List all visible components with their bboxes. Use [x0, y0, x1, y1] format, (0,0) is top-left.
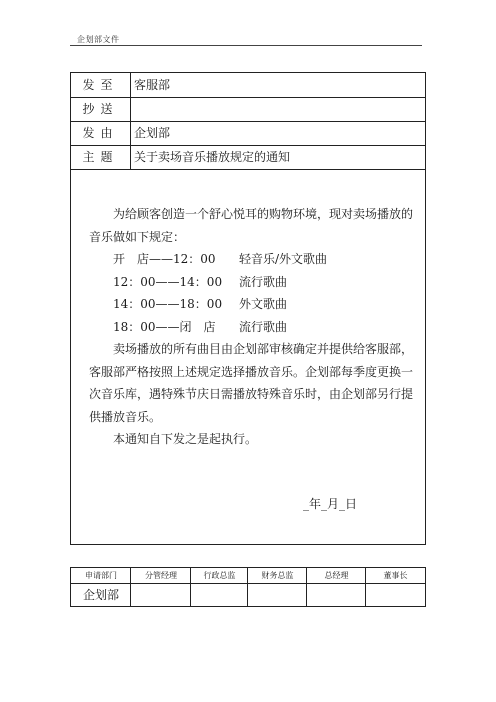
schedule-music: 外文歌曲	[239, 297, 288, 311]
approval-header-cell: 分管经理	[145, 571, 177, 580]
meta-value: 企划部	[134, 126, 171, 140]
meta-label: 发至	[71, 73, 131, 97]
schedule-music: 流行歌曲	[239, 274, 288, 289]
meta-value: 客服部	[134, 78, 171, 92]
approval-value-cell	[366, 583, 425, 607]
meta-value: 关于卖场音乐播放规定的通知	[134, 150, 291, 164]
approval-header-cell: 申请部门	[85, 571, 117, 580]
column-divider	[306, 568, 307, 606]
approval-value-cell	[191, 583, 248, 607]
approval-header-cell: 行政总监	[203, 571, 236, 580]
approval-value-cell	[307, 583, 366, 607]
approval-value-cell: 企划部	[82, 588, 119, 602]
approval-table	[70, 567, 426, 607]
schedule-item	[89, 248, 415, 271]
intro-paragraph: 为给顾客创造一个舒心悦耳的购物环境，现对卖场播放的音乐做如下规定：	[89, 207, 414, 244]
approval-value-row	[71, 583, 425, 607]
meta-row-subject	[71, 145, 425, 170]
meta-row-recipient	[71, 73, 425, 98]
memo-table	[70, 72, 426, 545]
schedule-music: 轻音乐/外文歌曲	[239, 252, 328, 266]
approval-header-cell: 董事长	[383, 571, 408, 580]
column-divider	[365, 568, 366, 606]
schedule-time: 12：00——14：00	[113, 274, 223, 289]
meta-label: 主题	[71, 145, 131, 169]
approval-value-cell	[131, 583, 191, 607]
memo-body	[89, 203, 415, 451]
schedule-music: 流行歌曲	[239, 319, 288, 334]
approval-value-cell	[248, 583, 307, 607]
meta-row-sender	[71, 121, 425, 146]
schedule-item	[89, 271, 415, 294]
meta-label: 发由	[71, 121, 131, 145]
date-line: _年_月_日	[303, 497, 358, 511]
page-header-title: 企划部文件	[77, 35, 120, 44]
body-paragraph: 卖场播放的所有曲目由企划部审核确定并提供给客服部，客服部严格按照上述规定选择播放音乐。企划部每季度更换一次音乐库，遇特殊节庆日需播放特殊音乐时，由企划部另行提供播放音乐。	[89, 342, 414, 424]
column-divider	[247, 568, 248, 606]
effective-paragraph: 本通知自下发之是起执行。	[113, 432, 258, 446]
approval-header-cell: 财务总监	[261, 571, 294, 580]
column-divider	[190, 568, 191, 606]
schedule-time: 18：00——闭 店	[113, 319, 216, 334]
approval-header-cell: 总经理	[324, 571, 349, 580]
schedule-time: 14：00——18：00	[113, 297, 223, 311]
meta-row-cc	[71, 97, 425, 122]
schedule-item	[89, 316, 415, 339]
header-rule	[70, 45, 422, 46]
schedule-item	[89, 293, 415, 316]
meta-label: 抄送	[71, 97, 131, 121]
approval-header-row	[71, 568, 425, 584]
column-divider	[130, 568, 131, 606]
schedule-time: 开 店——12：00	[113, 252, 216, 266]
